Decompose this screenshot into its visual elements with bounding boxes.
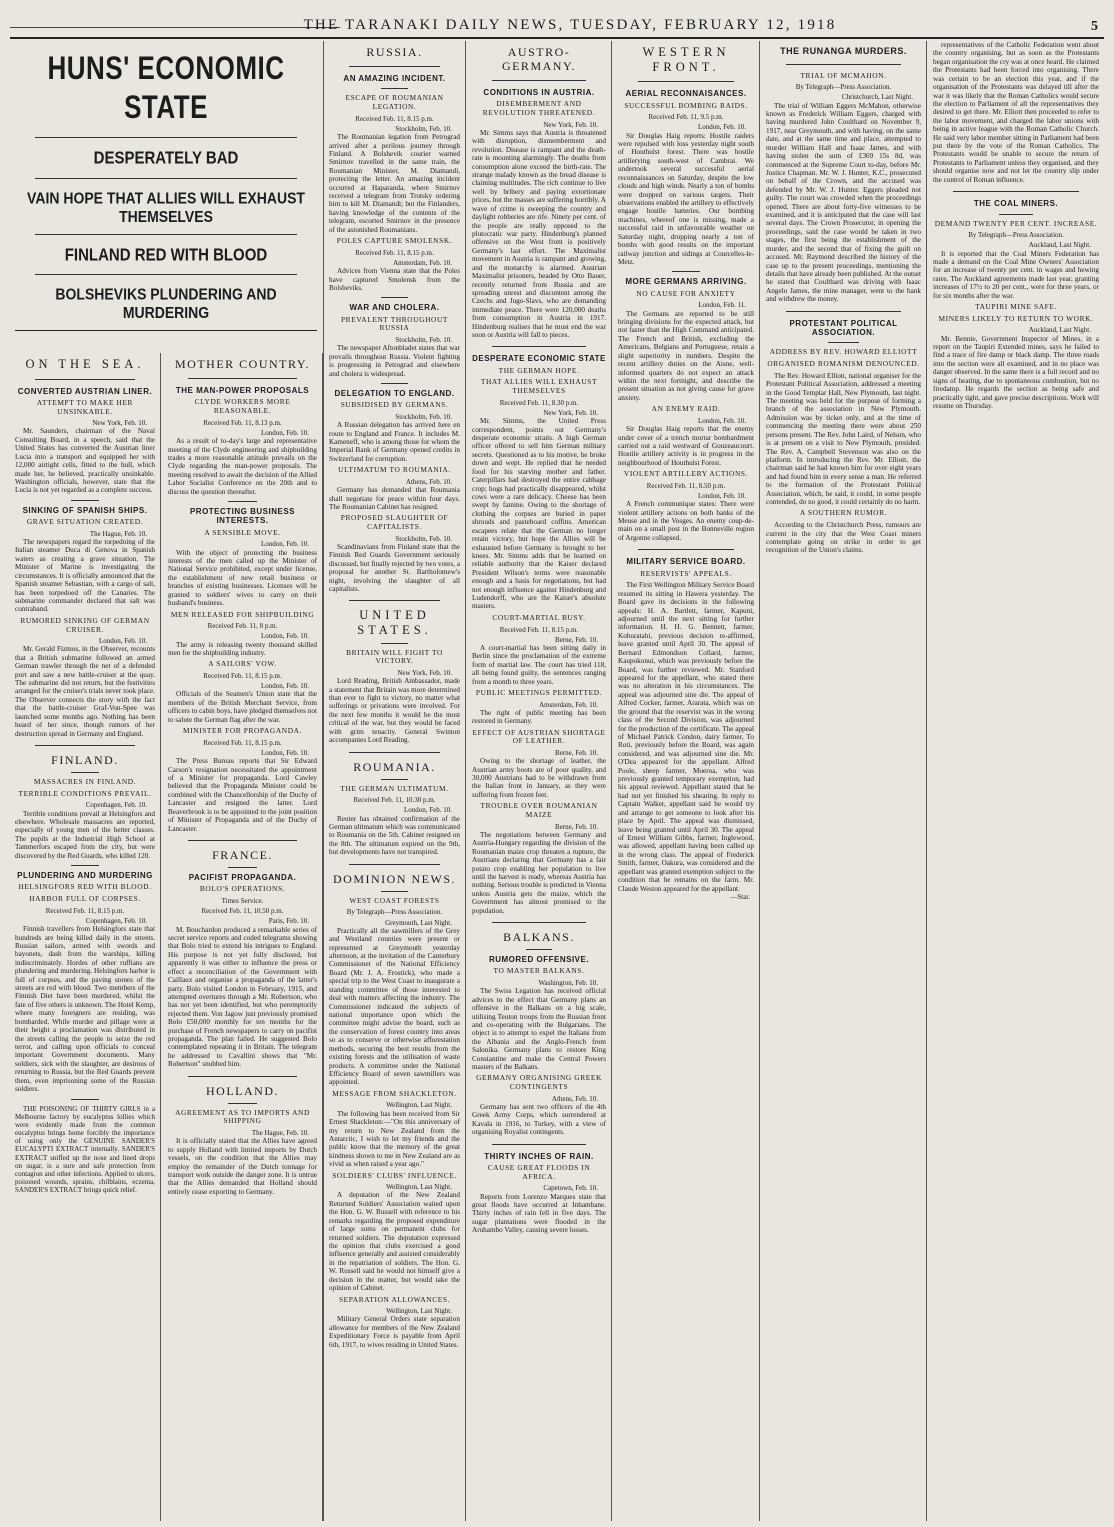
dateline: London, Feb. 10.	[403, 806, 452, 815]
divider	[381, 383, 407, 384]
article-headline: AERIAL RECONNAISANCES.	[625, 89, 747, 99]
divider	[228, 1103, 258, 1104]
dateline: London, Feb. 10.	[260, 540, 309, 549]
article-body: M. Bouchardon produced a remarkable series of secret service reports and coded telegrams showing that Bolo tried to extend his intrigues to England. His purpose is not yet fully disclosed, but apparently it was either to influence the press or effect a reconciliation of the Government with Caillaux and organise a propaganda of the latter's party. Bolo visited London in February, 1915, and attempted overtures through a Mr. Robertson, who has not yet been identified, but who peremptorily rejected them. Von Jagow just previously promised Bolo £50,000 monthly for ten months for the purchase of French newspapers to carry on pacifist propaganda. The plan failed. He suggested Bolo contemplated repeating it in Britain. The telegram he addressed to Cavallini shows that "Mr. Robertson" snubbed him.	[168, 925, 317, 1069]
article-subhead: CLYDE WORKERS MORE REASONABLE.	[194, 397, 291, 416]
article-subhead: GRAVE SITUATION CREATED.	[26, 517, 144, 527]
article-subhead: DISEMBERMENT AND REVOLUTION THREATENED.	[482, 99, 596, 118]
received-line: Received Feb. 11, 8 p.m.	[207, 622, 278, 631]
article-subhead: RUMORED SINKING OF GERMAN CRUISER.	[20, 615, 150, 634]
article-subhead: VIOLENT ARTILLERY ACTIONS.	[623, 469, 749, 479]
divider	[492, 80, 586, 81]
article-body: A Russian delegation has arrived here en route to England and France. It includes M. Kameneff, who is among those for whom the Imperial Bank of Germany opened credits in Switzerland for corruption.	[329, 421, 460, 463]
article-subhead: THE GERMAN ULTIMATUM.	[340, 783, 449, 793]
article-headline: THIRTY INCHES OF RAIN.	[484, 1151, 594, 1161]
divider	[786, 311, 901, 312]
article-body: Advices from Vienna state that the Poles have captured Smolensk from the Bolsheviks.	[329, 267, 460, 293]
received-line: Received Feb. 11, 10.30 p.m.	[353, 796, 436, 805]
divider	[71, 500, 99, 501]
article-subhead: SOLDIERS' CLUBS' INFLUENCE.	[332, 1170, 457, 1180]
divider	[672, 271, 699, 272]
section-head: AUSTRO-GERMANY.	[501, 45, 577, 74]
section-head: RUSSIA.	[366, 45, 423, 59]
column-4	[467, 41, 612, 1521]
article-subhead: AN ENEMY RAID.	[651, 404, 721, 414]
article-body: The following has been received from Sir Ernest Shackleton:—"On this anniversary of my return to New Zealand from the Antarctic, I wish to let my friends and the public know that the memory of the great kindness shown to me in New Zealand are as vivid as when raised a year ago."	[329, 1109, 460, 1169]
received-line: Received Feb. 11, 8.50 p.m.	[646, 481, 726, 490]
dateline: Greymouth, Last Night.	[385, 918, 452, 927]
section-head: ROUMANIA.	[353, 759, 436, 774]
article-body: Finnish travellers from Helsingfors state that hundreds are being killed daily in the streets. Russian sailors, armed with swords and bayonets, dash from the warships, killing indiscriminately. Hordes of other ruffians are plundering and murdering. Helsingfors harbor is full of corpses, and the paving stones of the streets are red with blood. Two members of the Finnish Diet have been murdered, whilst the fate of five others is unknown. The Hotel Kemp, where many foreigners are residing, was bombarded. While murder and pillage were at their height a proclamation was distributed in the streets calling the people to seize the red terror, and calling upon officials to conceal important Government documents. Many soldiers, sick with the slaughter, are desirous of returning to Russia, but the Red Guards prevent them, even imprisoning some of the Russian soldiers.	[15, 925, 155, 1094]
article-headline: MORE GERMANS ARRIVING.	[625, 277, 747, 287]
article-subhead: PREVALENT THROUGHOUT RUSSIA	[340, 314, 449, 333]
article-body: The Swiss Legation has received official advices to the effect that Germany plans an offensive in the Balkans on a big scale, utilising Teuton troops from the Russian front and co-operating with the Bulgarians. The object is to attempt to expel the Italians from the Albania and the Anglo-French from Salonika. Germany plans to restore King Constantine and make the Central Powers masters of the Balkans.	[472, 987, 606, 1072]
article-headline: PROTESTANT POLITICAL ASSOCIATION.	[789, 318, 898, 338]
divider	[828, 342, 859, 343]
deck-headline-4: BOLSHEVIKS PLUNDERING AND MURDERING	[55, 284, 277, 322]
article-subhead: SUCCESSFUL BOMBING RAIDS.	[624, 100, 748, 110]
dateline: Wellington, Last Night.	[386, 1183, 452, 1192]
dateline: Washington, Feb. 10.	[538, 979, 598, 988]
article-subhead: BOLO'S OPERATIONS.	[199, 884, 286, 894]
article-headline: PACIFIST PROPAGANDA.	[188, 873, 297, 882]
divider	[492, 346, 586, 347]
divider	[349, 752, 440, 753]
divider	[381, 779, 407, 780]
dateline: Copenhagen, Feb. 10.	[85, 916, 147, 925]
divider	[188, 378, 297, 379]
article-subhead: THE GERMAN HOPE.	[498, 365, 580, 375]
article-subhead: THAT ALLIES WILL EXHAUST THEMSELVES	[480, 377, 598, 396]
dateline: London, Feb. 10.	[98, 637, 147, 646]
dateline: Berne, Feb. 10.	[555, 822, 598, 831]
article-body: Germany has demanded that Roumania shall negotiate for peace within four days. The Roumanian Cabinet has resigned.	[329, 486, 460, 511]
article-subhead: MESSAGE FROM SHACKLETON.	[332, 1088, 457, 1098]
received-line: Received Feb. 11, 8.15 p.m.	[355, 248, 434, 257]
dateline: Copenhagen, Feb. 10.	[85, 801, 147, 810]
divider	[381, 891, 407, 892]
section-head: HOLLAND.	[206, 1083, 279, 1098]
divider	[492, 922, 586, 923]
dateline: Paris, Feb. 10.	[268, 917, 309, 926]
divider	[349, 66, 440, 67]
divider	[71, 772, 99, 773]
article-subhead: WEST COAST FORESTS	[349, 895, 440, 905]
article-headline: THE MAN-POWER PROPOSALS	[175, 386, 310, 396]
article-subhead: PUBLIC MEETINGS PERMITTED.	[475, 688, 603, 698]
article-subhead: ORGANISED ROMANISM DENOUNCED.	[767, 359, 920, 369]
article-body: Military General Orders state separation allowance for members of the New Zealand Expeditionary Force is payable from April 6th, 1917, to wives residing in United States.	[329, 1315, 460, 1349]
dateline: New York, Feb. 10.	[543, 408, 598, 417]
masthead-title: THE TARANAKI DAILY NEWS, TUESDAY, FEBRUARY 12, 1918	[303, 17, 837, 33]
article-subhead: NO CAUSE FOR ANXIETY	[636, 288, 736, 298]
divider	[349, 600, 440, 601]
page-number: 5	[1091, 19, 1098, 34]
source-line: By Telegraph—Press Association.	[968, 231, 1064, 240]
article-end: —Star.	[730, 892, 750, 901]
dateline: Stockholm, Feb. 10.	[395, 534, 452, 543]
column-6	[761, 41, 927, 1521]
article-body: The Roumanian legation from Petrograd arrived after a perilous journey through Finland. A Bolshevik courier warned Smirnov travelled in the same train, the Roumanian Minister, M. Diamandi, protecting the letter. An amazing incident occurred at Haparanda, where Smirnov received a telegram from Trotsky ordering him to kill M. Diamandi; but the Finlanders, having knowledge of the contents of the telegram, escorted Smirnov in the presence of the astonished Roumanians.	[329, 133, 460, 234]
dateline: New York, Feb. 10.	[543, 120, 598, 129]
article-headline: SINKING OF SPANISH SHIPS.	[22, 505, 148, 515]
article-subhead: A SAILORS' VOW.	[208, 659, 277, 669]
masthead	[10, 7, 1104, 39]
divider	[35, 274, 297, 275]
divider	[35, 178, 297, 179]
article-body: The newspapers regard the torpedoing of the Italian steamer Duca di Genova in Spanish waters as creating a grave situation. The Minister of Marine is investigating the circumstances. It is officially announced that the Spanish steamer Sebastian, with a cargo of salt, has been torpedoed off the Canaries. The submarine commander declared that salt was contraband.	[15, 538, 155, 614]
dateline: London, Feb. 10.	[260, 428, 309, 437]
column-5	[613, 41, 760, 1521]
received-line: Received Feb. 11, 8.30 p.m.	[499, 398, 579, 407]
article-subhead: EFFECT OF AUSTRIAN SHORTAGE OF LEATHER.	[472, 727, 606, 746]
dateline: Stockholm, Feb. 10.	[395, 413, 452, 421]
section-head: FRANCE.	[212, 847, 273, 862]
dateline: London, Feb. 10.	[260, 682, 309, 691]
article-subhead: MINISTER FOR PROPAGANDA.	[182, 726, 303, 736]
dateline: Auckland, Last Night.	[1028, 241, 1091, 250]
dateline: London, Feb. 10.	[697, 492, 746, 501]
dateline: Christchurch, Last Night.	[841, 93, 913, 102]
dateline: Capetown, Feb. 10.	[543, 1184, 598, 1193]
source-line: Times Service.	[221, 897, 264, 906]
article-headline: MILITARY SERVICE BOARD.	[626, 557, 746, 567]
divider	[35, 234, 297, 235]
dateline: Auckland, Last Night.	[1028, 326, 1091, 335]
article-body: The newspaper Aftonbladet states that war prevails throughout Russia. Violent fighting is progressing in Petrograd and elsewhere and cholera is widespread.	[329, 344, 460, 378]
article-subhead: HARBOR FULL OF CORPSES.	[29, 894, 141, 904]
received-line: Received Feb. 11, 8.15 p.m.	[45, 906, 125, 915]
article-body: It is reported that the Coal Miners Federation has made a demand on the Coal Mine Owners' Association for an increase of twenty per cent. in wages and hewing rates. The Auckland agreements made last year, granting increases of 17½ to 20 per cent., were for three years, or for six months after the war.	[933, 249, 1099, 300]
article-headline: PLUNDERING AND MURDERING	[17, 871, 153, 881]
article-headline: DELEGATION TO ENGLAND.	[334, 388, 455, 398]
section-head: MOTHER COUNTRY.	[175, 357, 310, 371]
divider	[35, 137, 297, 138]
dateline: Berne, Feb. 10.	[555, 749, 598, 758]
main-headline: HUNS' ECONOMIC STATE	[47, 49, 285, 126]
dateline: Stockholm, Feb. 10.	[395, 336, 452, 345]
article-body: The army is releasing twenty thousand skilled men for the shipbuilding industry.	[168, 640, 317, 657]
divider	[786, 64, 901, 65]
article-subhead: DEMAND TWENTY PER CENT. INCREASE.	[934, 218, 1098, 228]
dateline: Wellington, Last Night.	[386, 1101, 452, 1110]
article-body: Mr. Bennie, Government Inspector of Mines, in a report on the Taupiri Extended mines, says he failed to find a trace of fire damp or black damp. The three roads into the section were all examined, and in no place was danger observed. In the same there is a full record and no signs of heating, due to spontaneous combustion, but no firedamp. He regards the section as being safe and practically tight, and gave precise descriptions. Work will resume on Thursday.	[933, 334, 1099, 410]
article-body: The Germans are reported to be still bringing divisions for the expected attack, but not faster than the High Command anticipated. The French and British, excluding the Americans, Belgians and Portuguese, retain a slight superiority in numbers. Despite the recent artillery duties on the Aisne, well-informed quarters do not expect an attack within the next fortnight, and describe the present situation as not giving cause for grave anxiety.	[618, 309, 754, 402]
article-body: It is officially stated that the Allies have agreed to supply Holland with limited imports by Dutch vessels, on the condition that the Allies may employ the remainder of the Dutch tonnage for transport work outside the danger zone. It is untrue that the Allies demanded that Holland should entirely cease exporting to Germany.	[168, 1137, 317, 1196]
divider	[188, 1076, 297, 1077]
received-line: Received Feb. 11, 10.50 p.m.	[201, 907, 284, 916]
divider	[953, 191, 1079, 192]
received-line: Received Feb. 11, 8.15 p.m.	[203, 738, 282, 747]
divider	[381, 297, 407, 298]
article-body: Practically all the sawmillers of the Grey and Westland counties were present or represented at Greymouth yesterday afternoon, at the invitation of the Canterbury Commissioner of the National Efficiency Board (Mr. J. A. Frostick), who made a special trip to the West Coast to inaugurate a standing committee of those interested to deal with matters affecting the industry. The Commissioner indicated the subjects of national importance upon which the committee might advise the board, such as the conservation of forest country into areas so as to conserve or otherwise afforestation methods, securing the best results from the existing forests and the utilisation of waste products. A committee under the National Efficiency Board of seven sawmillers was appointed.	[329, 926, 460, 1087]
article-body: Mr. Saunders, chairman of the Naval Consulting Board, in a speech, said that the United States has converted the Austrian liner Lucia into a transport and equipped her with 12,000 airtight cells, fitted to the hull, which made her, he believed, practically unsinkable. Washington officials, however, state that the Lucia is not yet regarded as a complete success.	[15, 427, 155, 495]
article-body: The First Wellington Military Service Board resumed its sitting in Hawera yesterday. The Board gave its decisions in the following appeals: H. A. Bartlett, farmer, Kapuni, adjourned until the next sitting for further information. H. H. G. Bennett, farmer, Kohuratahi, previous decision re-affirmed, leave granted until April 30. The appeal of Bernard Edmondson Collard, farmer, Kaupokonui, which was previously before the Board, was further reviewed. Mr. Stanford appeared for the appellant, who stated there was no alteration in his circumstances. The appeal was adjourned sine die. The appeal of Alfred Cocker, farmer, Ararata, which was on the ground that the reservist was in the wrong class of the Second Division, was adjourned for the production of the certificate. The appeal of Michael Patrick Condon, dairy farmer, To Roti, previously before the Board, was again considered, and was adjourned sine die. Mr. O'Dea appeared for the appellant. Alfred Poole, sheep farmer, Moeroa, who was previously granted temporary exemption, had his appeal reviewed. Appellant stated that he had not yet finished his shearing. In reply to Captain Walker, appellant said he would try and arrange to get someone to look after his place by April. The appeal was dismissed, leave being granted until April 30. The appeal of Ernest William Gibbs, farmer, Inglewood, was allowed, appellant having been called up in the wrong class. The appeal of Frederick Smith, farmer, Oakura, was considered and the appellant was granted exemption subject to the condition that he remains on the farm. Mr. Claude Weston appeared for the appellant.	[618, 581, 754, 893]
section-head: FINLAND.	[51, 753, 119, 767]
divider	[71, 865, 99, 866]
deck-headline-2: VAIN HOPE THAT ALLIES WILL EXHAUST THEMSELVES	[27, 188, 305, 226]
article-headline: CONVERTED AUSTRIAN LINER.	[17, 386, 153, 396]
section-head: WESTERN FRONT.	[642, 45, 730, 74]
column-1	[10, 353, 161, 1521]
article-headline: DESPERATE ECONOMIC STATE	[472, 354, 606, 364]
article-subhead: TO MASTER BALKANS.	[493, 966, 585, 976]
dateline: London, Feb. 10.	[697, 123, 746, 132]
article-body: Sir Douglas Haig reports: Hostile raiders were repulsed with loss yesterday night south of Houthulst forest. There was hostile artillerying south-west of Cambrai. We undertook several successful aerial reconnaissances on Saturday, despite the low clouds and high winds. Nearly a ton of bombs were dropped on various targets. Their observations enabled the artillery to effectively engage hostile batteries. Our bombing machines, whereof one is missing, made a successful raid in unfavourable weather on Saturday night, dropping nearly a ton of bombs with good results on the important railway junction and sidings at Courcelles-le-Metz.	[618, 131, 754, 266]
article-body: The Press Bureau reports that Sir Edward Carson's resignation necessitated the appointment of a Minister for propaganda. Lord Cawley believed that the Propaganda Minister could be combined with the Chancellorship of the Duchy of Lancaster and resigned the latter. Lord Beaverbrook is to be appointed to the joint position of Minister of Propaganda and of the Duchy of Lancaster.	[168, 757, 317, 833]
article-body: Reports from Lorenzo Marques state that great floods have occurred at Inhambane. Thirty inches of rain fell in five days. The sugar plantations were flooded in the Aruhambo Valley, causing severe losses.	[472, 1192, 606, 1235]
article-headline: THE COAL MINERS.	[973, 199, 1059, 209]
dateline: London, Feb. 10.	[260, 748, 309, 757]
article-subhead: TAUPIRI MINE SAFE.	[975, 302, 1057, 312]
article-subhead: BRITAIN WILL FIGHT TO VICTORY.	[346, 647, 443, 666]
divider	[188, 840, 297, 841]
received-line: Received Feb. 11, 8.15 p.m.	[499, 625, 579, 634]
divider	[526, 949, 553, 950]
section-head: DOMINION NEWS.	[333, 871, 456, 886]
article-body: According to the Christchurch Press, rumours are current in the city that the West Coast miners contemplate going on strike in order to get recognition of the Union's claims.	[766, 521, 921, 555]
dateline: The Hague, Feb. 10.	[251, 1129, 309, 1138]
article-body: Owing to the shortage of leather, the Austrian army boots are of poor quality, and 30,000 Austrians had to be withdrawn from the Italian front in January, as they were suffering from frozen feet.	[472, 757, 606, 799]
article-subhead: COURT-MARTIAL BUSY.	[492, 612, 586, 622]
article-body: Mr. Simms, the United Press correspondent, points out Germany's desperate economic straits. A high German officer offered to sell him German military secrets. Questioned as to his motive, he broke down and wept. He replied that he needed food for his starving mother and father. Caterpillars had destroyed the entire cabbage crop; hogs had practically disappeared, whilst cows were a rare delicacy. Cheese has been swept by famine. Owing to the shortage of clothing the corpses are buried in paper shrouds and pasteboard coffins. American escapees relate that the German no longer retain victory, but hope the Allies will be exhausted before Germany is brought to her knees. Mr. Simms adds that he learned on reliable authority that the Kaiser declared President Wilson's terms were reasonable enough and a basis for negotiations, but had not enough influence against Hindenburg and Ludendorff, who are the Kaiser's absolute masters.	[472, 417, 606, 611]
dateline: London, Feb. 10.	[260, 632, 309, 641]
article-subhead: ESCAPE OF ROUMANIAN LEGATION.	[345, 93, 444, 112]
article-headline: AN AMAZING INCIDENT.	[343, 74, 446, 84]
column-3	[323, 41, 466, 1521]
dateline: London, Feb. 10.	[697, 416, 746, 425]
dateline: Stockholm, Feb. 10.	[395, 124, 452, 133]
article-body: Sir Douglas Haig reports that the enemy under cover of a trench mortar bombardment carried out a raid westward of Gouzeaucourt. Hostile artillery activity is in progress in the neighbourhood of Houthulst Forest.	[618, 425, 754, 467]
dateline: Amsterdam, Feb. 10.	[539, 700, 598, 709]
article-subhead: ATTEMPT TO MAKE HER UNSINKABLE.	[36, 397, 134, 416]
article-body: representatives of the Catholic Federation went about the country organising, but as soon as the Protestants began organisation the cry was at once heard. He claimed the Protestants had been forced into organising. There was certain to be an election this year, and if the organisation of the Protestants was delayed till after the war it was likely that the Roman Catholics would secure the election to Parliament of all the representatives they desired to get there. Mr. Elliott then proceeded to refer to the labor movement, and charged the labor unions with being in active league with the Roman Catholic Church. He said very labor member sitting in Parliament had been put there by the vote of the Roman Catholics. The Protestants would be unable to secure the return of Protestants to Parliament unless they organised, and they should organise now and not let the country slip under the control of Roman influence.	[933, 41, 1099, 184]
dateline: New York, Feb. 10.	[397, 669, 452, 677]
article-headline: WAR AND CHOLERA.	[349, 303, 440, 313]
received-line: Received Feb. 11, 8.15 p.m.	[355, 114, 434, 123]
received-line: Received Feb. 11, 8.15 p.m.	[203, 672, 282, 681]
dateline: Athens, Feb. 10.	[405, 477, 452, 486]
article-body: A deputation of the New Zealand Returned Soldiers' Association waited upon the Hon. G. W. Russell with reference to his remarks regarding the proposed expenditure of large sums on permanent clubs for returned soldiers. The deputation expressed the opinion that clubs exercised a good influence generally and assisted considerably in the repatriation of soldiers. The Hon. G. W. Russell said he would not himself give a decision in the matter, but would take the opinion of Cabinet.	[329, 1191, 460, 1293]
article-body: Germany has sent two officers of the 4th Greek Army Corps, which surrendered at Kavala in 1916, to Turkey, with a view of organising Royalist contingents.	[472, 1102, 606, 1137]
article-subhead: SEPARATION ALLOWANCES.	[338, 1294, 451, 1304]
article-body: Terrible conditions prevail at Helsingfors and elsewhere. Wholesale massacres are reported, especially of young men of the better classes. The pupils at the Industrial High School at Tammerfors escaped from the city, but were discovered by the Red Guards, who killed 120.	[15, 809, 155, 860]
article-body: Scandinavians from Finland state that the Finnish Red Guards Government seriously discussed, but finally rejected by two votes, a proposal for another St. Bartholomew's night, involving the slaughter of all capitalists.	[329, 542, 460, 594]
article-subhead: MINERS LIKELY TO RETURN TO WORK.	[938, 313, 1094, 323]
column-2	[163, 353, 323, 1521]
article-headline: RUMORED OFFENSIVE.	[488, 955, 590, 965]
divider	[381, 88, 407, 89]
article-headline: THE RUNANGA MURDERS.	[780, 46, 907, 56]
dateline: Wellington, Last Night.	[386, 1307, 452, 1316]
deck-headline-3: FINLAND RED WITH BLOOD	[64, 245, 268, 265]
article-subhead: TROUBLE OVER ROUMANIAN MAIZE	[480, 801, 598, 819]
section-head: ON THE SEA.	[25, 357, 145, 371]
article-body: A court-martial has been sitting daily in Berlin since the proclamation of the extreme form of martial law. The court has tried 118, all being found guilty, the sentences ranging from a month to three years.	[472, 643, 606, 686]
article-subhead: AGREEMENT AS TO IMPORTS AND SHIPPING	[175, 1107, 310, 1126]
article-body: Lord Reading, British Ambassador, made a statement that Britain was more determined than ever to fight to victory, no matter what sufferings or privations were involved. For the next few months it would be the most critical of the war, but they would be faced with grim tenacity. General Swinton accompanies Lord Reading.	[329, 677, 460, 745]
article-subhead: RESERVISTS' APPEALS.	[640, 568, 732, 578]
divider	[71, 1099, 99, 1100]
divider	[638, 549, 734, 550]
article-subhead: TRIAL OF MCMAHON.	[800, 70, 887, 80]
article-body: Officials of the Seamen's Union state that the members of the British Merchant Service, from officers to cabin boys, have pledged themselves not to salute the German flag after the war.	[168, 690, 317, 724]
section-head: BALKANS.	[503, 930, 575, 945]
received-line: Received Feb. 11, 8.13 p.m.	[203, 418, 282, 427]
divider	[35, 379, 135, 380]
dateline: Berne, Feb. 10.	[555, 635, 598, 644]
article-subhead: MASSACRES IN FINLAND.	[33, 777, 137, 787]
dateline: Athens, Feb. 10.	[551, 1094, 598, 1103]
article-subhead: CAUSE GREAT FLOODS IN AFRICA.	[487, 1163, 591, 1181]
divider	[638, 81, 734, 82]
divider	[35, 745, 135, 746]
divider	[228, 501, 258, 502]
dateline: Amsterdam, Feb. 10.	[393, 258, 452, 267]
article-body: Mr. Gerald Fizmos, in the Observer, recounts that a British submarine followed an armed German trawler through the net of a defended port and saw a new battle-cruiser at the quay. The submarine did not return, but the festivities arranged for the cruiser's trials never took place. The Observer connects the story with the fact that the battle-cruiser Graf-Von-Spee was launched some months ago. Nothing has been heard of her since, though rumors of her destruction spread in Germany and England.	[15, 645, 155, 738]
article-subhead: A SOUTHERN RUMOR.	[799, 508, 888, 518]
article-body: With the object of protecting the business interests of the men called up the Minister of National Service prohibited, except under license, the establishment of new retail business or branches of existing businesses. Licenses will be granted to soldiers' wives to carry on their husband's business.	[168, 548, 317, 608]
divider	[349, 864, 440, 865]
source-line: By Telegraph—Press Association.	[346, 908, 443, 917]
received-line: Received Feb. 11, 9.5 p.m.	[648, 113, 724, 122]
article-headline: PROTECTING BUSINESS INTERESTS.	[189, 507, 296, 526]
divider	[999, 214, 1032, 215]
article-subhead: MEN RELEASED FOR SHIPBUILDING	[170, 609, 315, 619]
article-body: The trial of William Eggers McMahon, otherwise known as Frederick William Eggers, charged with having murdered John Coulthard on November 9, 1917, near Greymouth, and with having, on the same date, and at the same time and place, attempted to murder William Hall and Isaac James, and with having stolen the sum of £369 15s 8d, was commenced at the Supreme Court to-day, before Mr. Justice Chapman. Mr. W. J. Hunter, K.C., prosecuted on behalf of the Crown, and the accused was defended by Mr. W. J. Hunter. Eggers pleaded not guilty. The court was crowded when the proceedings opened. There are about forty-five witnesses to be examined, and it is anticipated that the case will last several days. The Crown Prosecutor, in opening the proceedings, said the case would be taken in two stages, the first being the establishment of the murder, and the second that of fixing the guilt on accused. Mr. Raymond described the history of the case up to the present proceedings, mentioning the details that have already been published. At the outset he stated that Coulthard was driving with Isaac Angelo James, the mine manager, went to the bank and withdrew the money.	[766, 101, 921, 304]
divider	[228, 867, 258, 868]
dateline: New York, Feb. 10.	[92, 419, 147, 428]
article-subhead: GERMANY ORGANISING GREEK CONTINGENTS	[476, 1073, 602, 1092]
source-line: By Telegraph—Press Association.	[795, 83, 892, 92]
dateline: The Hague, Feb. 10.	[89, 529, 147, 538]
section-head: UNITED STATES.	[357, 608, 432, 638]
article-subhead: ADDRESS BY REV. HOWARD ELLIOTT	[769, 347, 918, 357]
deck-headline-1: DESPERATELY BAD	[93, 149, 239, 169]
divider	[492, 1144, 586, 1145]
article-body: The negotiations between Germany and Austria-Hungary regarding the division of the Roumanian maize crop threaten a rupture, the Austrians declaring that Germany has a fair potato crop enabling her population to live until the harvest is ready, whereas Austria has nothing. Serious trouble is predicted in Vienna unless Austria gets the maize, which the Government has almost promised to the population.	[472, 830, 606, 915]
article-subhead: POLES CAPTURE SMOLENSK.	[336, 236, 453, 246]
article-subhead: PROPOSED SLAUGHTER OF CAPITALISTS.	[340, 513, 449, 532]
article-body: Reuter has obtained confirmation of the German ultimatum which was communicated to Roumania on the 5th. Cabinet resigned on the 8th. The ultimatum expired on the 9th, but developments have not transpired.	[329, 814, 460, 857]
article-subhead: SUBSIDISED BY GERMANS.	[340, 400, 449, 410]
article-body: As a result of to-day's large and representative meeting of the Clyde engineering and shipbuilding trades a more reasonable attitude prevails on the Clyde regarding the man-power proposals. The meeting resolved to await the decision of the Allied Labor Socialist Conference on the 20th and to discuss the question thereafter.	[168, 437, 317, 496]
article-body: Mr. Simms says that Austria is threatened with disruption, dismemberment and revolution. Disease is rampant and the death-rate is mounting alarmingly. The deaths from consumption alone exceed the birth-rate. The strange malady known as the bread disease is claiming multitudes. The rich continue to live well by bribery and paying extortionate prices, but the masses are suffering horribly. A wave of crime is sweeping the country and daylight robberies are rife. Ninety per cent. of the people are really opposed to the plutocratic war party. Hindenburg's planned offensive on the West front is positively Germany's last effort. The Maximalist movement in Austria is rampant and growing, and the monarchy is alarmed. Austrian Maximalist prisoners, headed by Otto Bauer, recently returned from Russia and are spreading unrest and discontent among the Czechs and Jugo-Slavs, who are demanding immediate peace. There were 120,000 deaths from consumption in Austria in 1917. Hindenburg realises that he must end the war soon or Austria will fall to pieces.	[472, 128, 606, 340]
article-subhead: A SENSIBLE MOVE.	[204, 527, 281, 537]
article-subhead: ULTIMATUM TO ROUMANIA.	[338, 465, 451, 475]
divider	[15, 330, 317, 331]
article-body: A French communique states: There were violent artillery actions on both banks of the Meuse and in the Vosges. An enemy coup-de-main on a small post in the Bonneville region of Argonne collapsed.	[618, 500, 754, 542]
dateline: London, Feb. 11.	[698, 301, 746, 310]
divider	[381, 643, 407, 644]
advertisement: THE POISONING OF THIRTY GIRLS in a Melbourne factory by eucalyptus lollies which were evidently made from the common eucalyptus brings home forcibly the importance of using only the GENUINE SANDER'S EUCALYPTI EXTRACT internally. SANDER'S EXTRACT sniffed up the nose and lined drops on sugar, is a sure and safe protection from contagion and other infections. Applied to ulcers, poisoned wounds, sprains, chilblains, eczema, SANDER'S EXTRACT brings quick relief.	[15, 1104, 155, 1195]
article-headline: CONDITIONS IN AUSTRIA.	[483, 88, 595, 98]
column-7	[928, 41, 1104, 1521]
article-subhead: HELSINGFORS RED WITH BLOOD.	[18, 882, 152, 892]
article-subhead: TERRIBLE CONDITIONS PREVAIL.	[18, 788, 152, 798]
article-body: The right of public meeting has been restored in Germany.	[472, 708, 606, 726]
article-body: The Rev. Howard Elliott, national organiser for the Protestant Political Association, addressed a meeting in the Good Templar Hall, New Plymouth, last night. The meeting was held for the purpose of forming a branch of the association in New Plymouth. Admission was by ticket only, and at the time of commencing the meeting there were about 250 persons present. The Rev. John Laird, of Nelson, who is at present on a visit to New Plymouth, presided. The Rev. A. Campbell Stevenson was also on the platform. In introducing the Rev. Mr. Elliott, the chairman said he had known him for over eight years and had found him in every sense a man. He referred to the formation of the Protestant Political Association, which, he said, it could, in some people contended, do no good, it could certainly do no harm.	[766, 371, 921, 507]
